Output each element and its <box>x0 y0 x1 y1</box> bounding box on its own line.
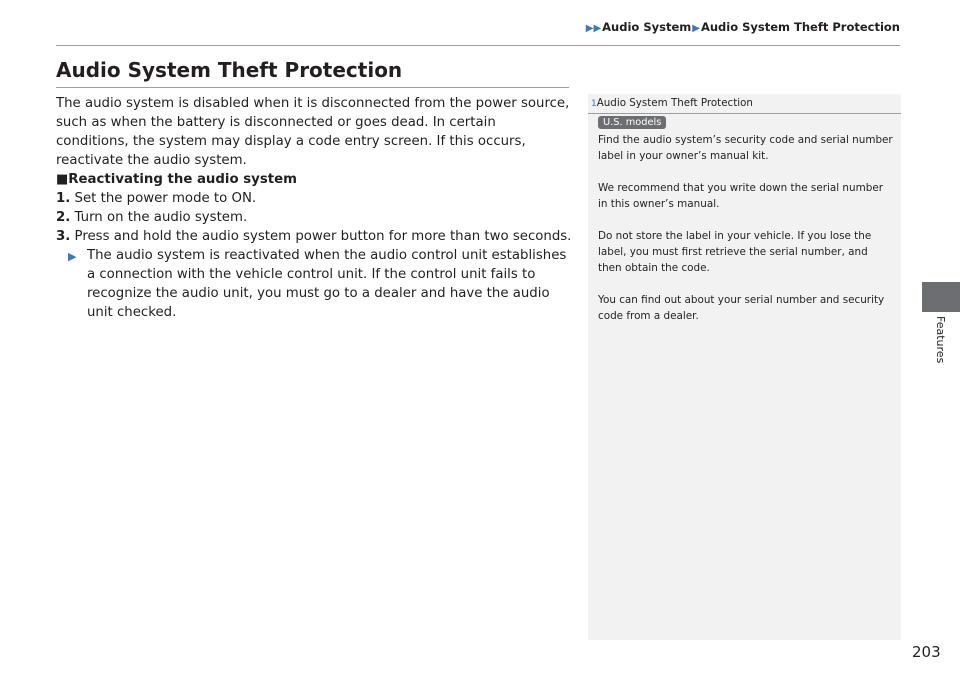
title-divider <box>56 87 569 88</box>
substep-text: The audio system is reactivated when the audio control unit establishes a connection with the vehicle control unit. If the control unit fails to recognize the audio unit, you must go to a dealer and have the audio unit checked. <box>87 248 567 320</box>
breadcrumb-arrow-icon: ▶▶ <box>585 23 602 34</box>
sidebar-body <box>598 132 894 340</box>
step-2 <box>56 208 572 227</box>
page-number: 203 <box>912 643 941 661</box>
step-number: 2. <box>56 210 71 225</box>
breadcrumb-item-audio-system[interactable]: Audio System <box>602 20 692 34</box>
step-1 <box>56 189 572 208</box>
step-text: Press and hold the audio system power button for more than two seconds. <box>74 229 572 244</box>
sidebar-note <box>588 94 901 640</box>
section-tab-label <box>922 316 960 376</box>
sidebar-paragraph: Do not store the label in your vehicle. If you lose the label, you must first retrieve the serial number, and then obtain the code. <box>598 230 872 274</box>
region-badge: U.S. models <box>598 116 666 129</box>
section-tab[interactable] <box>922 282 960 312</box>
sidebar-paragraph: We recommend that you write down the serial number in this owner’s manual. <box>598 182 883 210</box>
page-title: Audio System Theft Protection <box>56 58 403 82</box>
sidebar-paragraph: You can find out about your serial number and security code from a dealer. <box>598 294 885 322</box>
sidebar-title-text: Audio System Theft Protection <box>596 97 753 109</box>
breadcrumb <box>585 20 900 34</box>
substep <box>56 246 572 322</box>
header-divider <box>56 45 900 46</box>
substep-arrow-icon: ▶ <box>68 250 77 263</box>
step-3 <box>56 227 572 246</box>
sidebar-divider <box>588 113 901 114</box>
sidebar-title <box>591 97 753 109</box>
breadcrumb-separator-icon: ▶ <box>692 23 700 34</box>
step-text: Set the power mode to ON. <box>74 191 257 206</box>
section-tab-label-text: Features <box>934 316 947 364</box>
intro-paragraph: The audio system is disabled when it is disconnected from the power source, such as when the battery is disconnected or goes dead. In certain conditions, the system may display a code entry screen. If this occurs, reactivate the audio system. <box>56 96 570 168</box>
reference-icon: 1 <box>591 99 597 109</box>
step-number: 3. <box>56 229 71 244</box>
main-content <box>56 94 572 322</box>
section-square-icon: ■ <box>56 172 69 187</box>
subsection-heading-text: Reactivating the audio system <box>68 172 297 187</box>
breadcrumb-item-current: Audio System Theft Protection <box>700 20 900 34</box>
step-number: 1. <box>56 191 71 206</box>
step-text: Turn on the audio system. <box>74 210 248 225</box>
subsection-heading <box>56 170 572 189</box>
sidebar-paragraph: Find the audio system’s security code and serial number label in your owner’s manual kit. <box>598 134 893 162</box>
